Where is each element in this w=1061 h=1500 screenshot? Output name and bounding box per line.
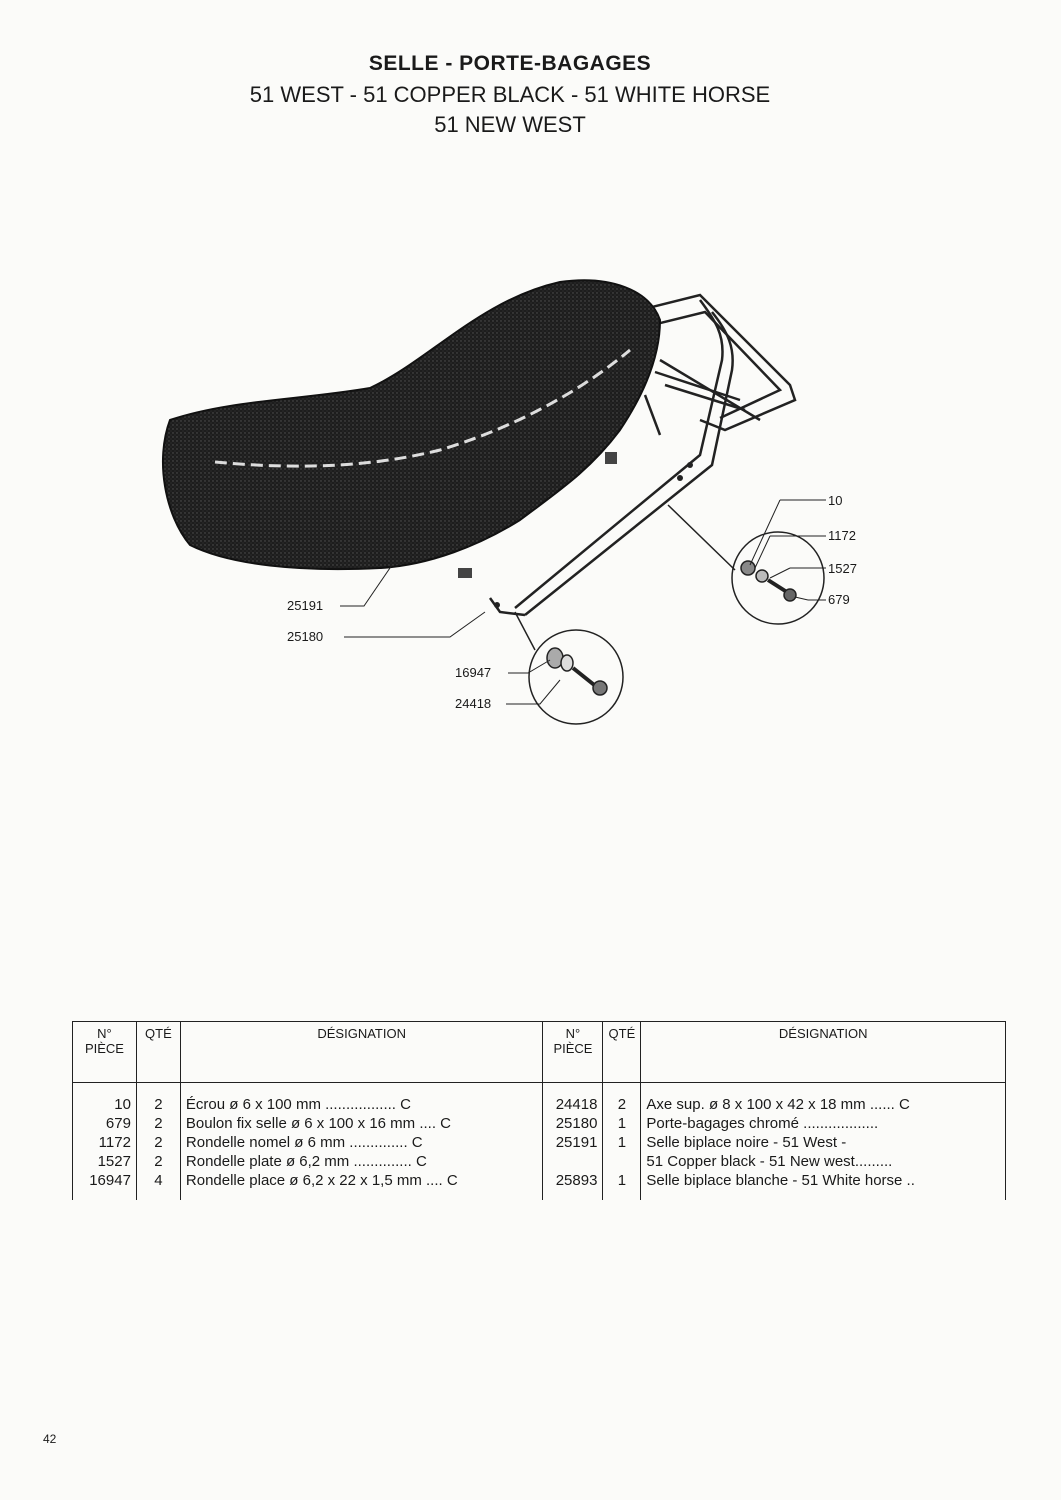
detail-circle-left — [515, 612, 623, 724]
page-subtitle-2: 51 NEW WEST — [434, 112, 586, 137]
header-qte-right: QTÉ — [603, 1022, 641, 1083]
callout-25191: 25191 — [287, 598, 324, 613]
table-row: 679 2 Boulon fix selle ø 6 x 100 x 16 mm .... C 25180 1 Porte-bagages chromé .................. — [73, 1114, 1006, 1133]
header-no-piece-left: N° PIÈCE — [73, 1022, 137, 1083]
callout-24418: 24418 — [455, 696, 492, 711]
parts-table — [72, 1021, 1006, 1200]
callout-16947: 16947 — [455, 665, 492, 680]
table-row: 1527 2 Rondelle plate ø 6,2 mm .............. C 51 Copper black - 51 New west......... — [73, 1152, 1006, 1171]
page-title: SELLE - PORTE-BAGAGES — [368, 52, 652, 75]
header-qte-left: QTÉ — [136, 1022, 180, 1083]
callout-10: 10 — [828, 493, 843, 508]
callout-679: 679 — [828, 592, 850, 607]
callout-25180: 25180 — [287, 629, 324, 644]
callout-1527: 1527 — [828, 561, 857, 576]
callout-1172: 1172 — [828, 528, 856, 543]
table-row: 1172 2 Rondelle nomel ø 6 mm .............. C 25191 1 Selle biplace noire - 51 West - — [73, 1133, 1006, 1152]
page-subtitle: 51 WEST - 51 COPPER BLACK - 51 WHITE HORSE — [249, 82, 771, 107]
seat — [163, 280, 660, 569]
table-header-row — [73, 1022, 1006, 1083]
table-row: 16947 4 Rondelle place ø 6,2 x 22 x 1,5 mm .... C 25893 1 Selle biplace blanche - 51 White horse .. — [73, 1171, 1006, 1200]
header-designation-right: DÉSIGNATION — [641, 1022, 1006, 1083]
header-no-piece-right: N° PIÈCE — [543, 1022, 603, 1083]
table-row: 10 2 Écrou ø 6 x 100 mm ................. C 24418 2 Axe sup. ø 8 x 100 x 42 x 18 mm ...... C — [73, 1083, 1006, 1115]
header-designation-left: DÉSIGNATION — [180, 1022, 543, 1083]
detail-circle-right — [668, 505, 824, 624]
page-number: 42 — [43, 1432, 57, 1446]
